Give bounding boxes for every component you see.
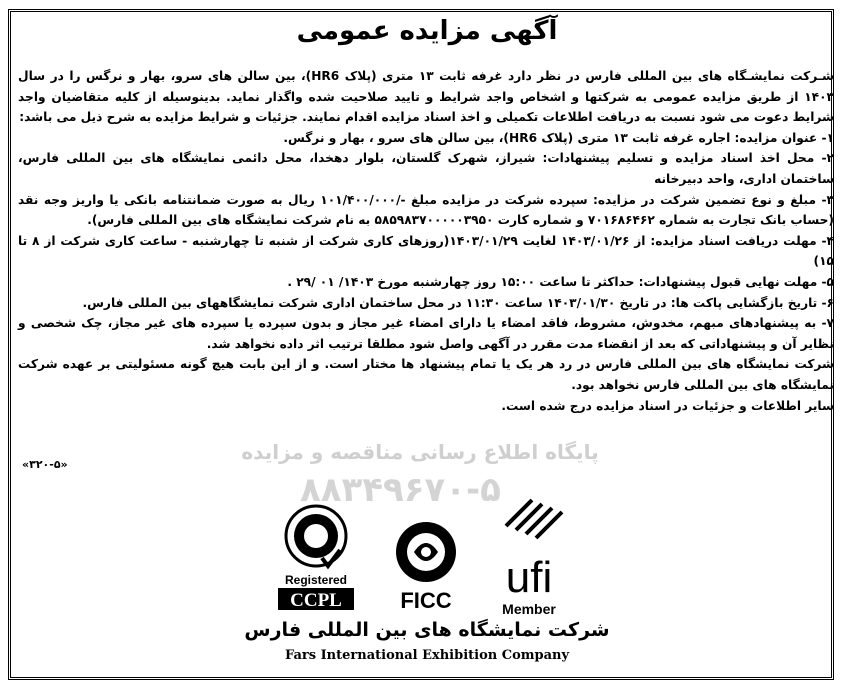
item-2-location: ۲- محل اخذ اسناد مزایده و تسلیم پیشنهادات: شیراز، شهرک گلستان، بلوار دهخدا، محل دائمی نمایشگاه های بین المللی فارس، ساختمان اداری، واحد دبیرخانه	[18, 151, 834, 186]
ufi-logo-icon	[488, 492, 570, 618]
watermark-phone: ۸۸۳۴۹۶۷۰-۵	[300, 470, 501, 510]
logos-row	[270, 492, 570, 622]
item-1-title: ۱- عنوان مزایده: اجاره غرفه ثابت ۱۳ متری (پلاک HR6)، بین سالن های سرو ، بهار و نرگس.	[283, 130, 834, 145]
ccpl-registered-label: Registered	[284, 573, 348, 587]
notice-code: «۳۲۰-۵»	[22, 458, 68, 471]
watermark-text: پایگاه اطلاع رسانی مناقصه و مزایده	[241, 440, 599, 464]
item-7-conditions: ۷- به پیشنهادهای مبهم، مخدوش، مشروط، فاقد امضاء یا دارای امضاء غیر مجاز و بدون سپرده یا سپرده های غیر مجاز، چک شخصی و نظایر آن و پیشنهاداتی که بعد از انقضاء مدت مقرر در آگهی واصل شود مطلقا ترتیب اثر داده نخواهد شد.	[18, 316, 834, 351]
company-name-persian: شرکت نمایشگاه های بین المللی فارس	[244, 619, 610, 641]
disclaimer-paragraph: شرکت نمایشگاه های بین المللی فارس در رد هر یک یا تمام پیشنهاد ها مختار است. و از این بابت هیچ گونه مسئولیتی بر عهده شرکت نمایشگاه های بین المللی فارس نخواهد بود.	[18, 357, 834, 392]
notice-body	[18, 66, 834, 416]
ficc-logo-icon	[382, 518, 470, 614]
item-4-documents-deadline: ۴- مهلت دریافت اسناد مزایده: از ۱۴۰۳/۰۱/۲۶ لغایت ۱۴۰۳/۰۱/۲۹(روزهای کاری شرکت از شنبه تا چهارشنبه - ساعت کاری شرکت از ۸ تا ۱۵)	[18, 233, 834, 269]
item-6-opening-date: ۶- تاریخ بازگشایی پاکت ها: در تاریخ ۱۴۰۳/۰۱/۳۰ ساعت ۱۱:۳۰ در محل ساختمان اداری شرکت نمایشگاههای بین المللی فارس.	[82, 295, 834, 310]
intro-paragraph: شـرکت نمایشـگاه های بین المللی فارس در نظر دارد غرفه ثابت ۱۳ متری (پلاک HR6)، بین سالن های سرو، بهار و نرگس را در سال ۱۴۰۳ از طریق مزایده عمومی به شرکتها و اشخاص واجد شرایط و تایید صلاحیت شده واگذار نماید. بدینوسیله از کلیه متقاضیان واجد شرایط دعوت می شود نسبت به دریافت اطلاعات تکمیلی و اخذ اسناد مزایده اقدام نمایند. جزئیات و شرایط مزایده به شرح ذیل می باشد:	[18, 69, 834, 125]
ccpl-logo-icon	[272, 500, 360, 612]
ufi-member-label: Member	[502, 601, 556, 617]
item-3-guarantee: ۳- مبلغ و نوع تضمین شرکت در مزایده: سپرده شرکت در مزایده مبلغ -/۱۰۱/۴۰۰/۰۰۰ ریال به صورت ضمانتنامه بانکی یا واریز وجه نقد (حساب بانک تجارت به شماره ۷۰۱۶۸۶۴۶۲ و شماره کارت ۵۸۵۹۸۳۷۰۰۰۰۰۳۹۵۰ به نام شرکت نمایشگاه های بین المللی فارس).	[18, 192, 834, 228]
other-info-paragraph: سایر اطلاعات و جزئیات در اسناد مزایده درج شده است.	[501, 398, 834, 413]
ficc-name-label: FICC	[400, 588, 452, 613]
ufi-name-label: ufi	[505, 553, 553, 602]
item-5-final-deadline: ۵- مهلت نهایی قبول پیشنهادات: حداکثر تا ساعت ۱۵:۰۰ روز چهارشنبه مورخ ۱۴۰۳/ ۰۱ /۲۹ .	[287, 274, 834, 289]
company-name-english: Fars International Exhibition Company	[284, 648, 570, 663]
notice-title: آگهی مزایده عمومی	[296, 16, 558, 46]
ccpl-name-label: CCPL	[290, 590, 342, 611]
